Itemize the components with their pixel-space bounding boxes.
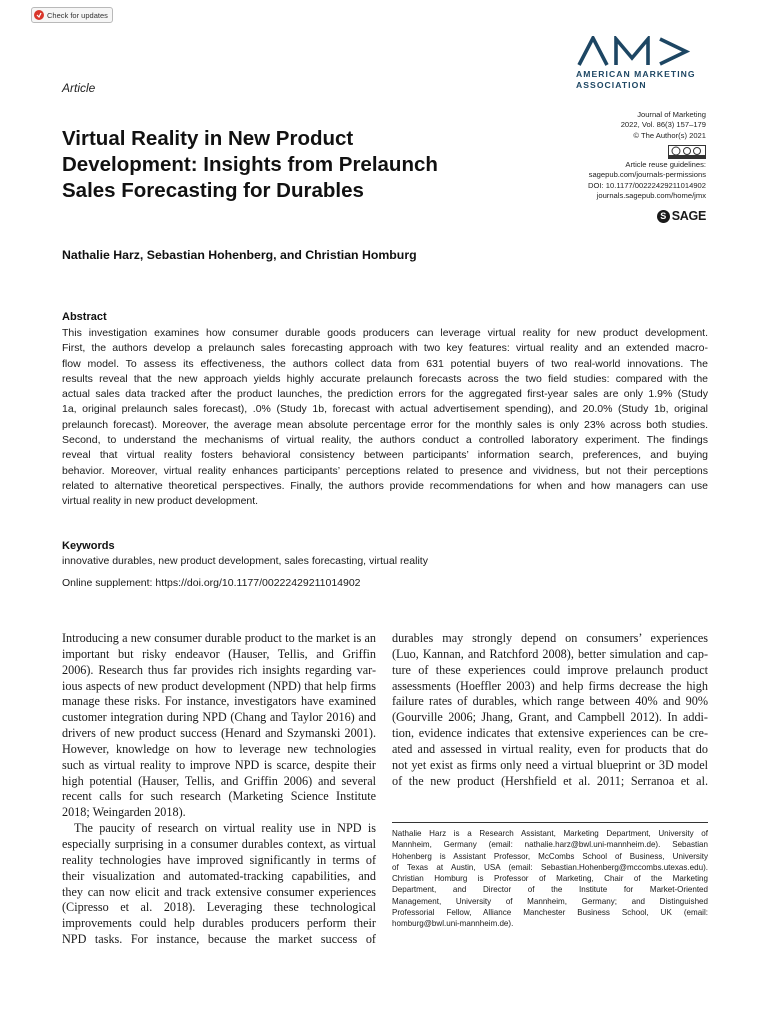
journal-home-link[interactable]: journals.sagepub.com/home/jmx xyxy=(596,191,706,201)
body-line: NPD tasks. For instance, because the market success of xyxy=(62,932,376,947)
online-supplement-link[interactable]: Online supplement: https://doi.org/10.1177/00222429211014902 xyxy=(62,577,361,589)
body-line: they can now elicit and track extensive consumer experiences xyxy=(62,884,376,899)
update-icon xyxy=(34,10,44,20)
ama-logo xyxy=(576,36,708,66)
abstract-line: prelaunch forecast). Moreover, the average mean absolute percentage error for the monthly sales is only 23% across both studies. xyxy=(62,418,708,431)
footnote-line: Management, University of Mannheim, Germany; and Distinguished xyxy=(392,896,708,906)
body-line: their visualization and automated-tracking capabilities, and xyxy=(62,868,376,883)
journal-name: Journal of Marketing xyxy=(637,110,706,119)
body-line: manage these risks. For instance, investigators have examined xyxy=(62,694,376,709)
body-line: recent calls for such research (Marketing Science Institute xyxy=(62,789,376,804)
author-list: Nathalie Harz, Sebastian Hohenberg, and Christian Homburg xyxy=(62,248,417,262)
abstract-line: reveal that virtual reality fosters behavioral consistency between participants’ information search, preferences, and buying xyxy=(62,449,708,462)
sage-circle-icon: S xyxy=(657,210,670,223)
footnote-line: of Texas at Austin, USA (email: Sebastian.Hohenberg@mccombs.utexas.edu). xyxy=(392,862,708,872)
body-line: not yet exist as firms only need a virtual blueprint or 3D model xyxy=(392,757,708,772)
body-line: Introducing a new consumer durable product to the market is an xyxy=(62,631,376,645)
body-line: ture of these experiences could improve prelaunch product xyxy=(392,662,708,677)
body-line: of the new product (Hershfield et al. 2011; Serranoa et al. xyxy=(392,773,708,788)
title-line: Virtual Reality in New Product xyxy=(62,127,354,150)
footnote-divider xyxy=(392,822,708,823)
body-line: improvements could help durables producers perform their xyxy=(62,916,376,931)
doi-text[interactable]: DOI: 10.1177/00222429211014902 xyxy=(588,180,706,190)
body-line: such as virtual reality to improve NPD is scarce, despite their xyxy=(62,757,376,772)
footnote-line: Department, and Director of the Institute for Market-Oriented xyxy=(392,885,708,895)
body-line: high potential (Hauser, Tellis, and Griffin 2006) and several xyxy=(62,773,376,788)
body-line: drivers of new product success (Henard and Szymanski 2001). xyxy=(62,726,376,741)
body-line: ious aspects of new product development (NPD) that help firms xyxy=(62,678,376,693)
body-line: The paucity of research on virtual reality use in NPD is xyxy=(74,821,376,836)
abstract-line: flow model. To assess its effectiveness, the authors collect data from 631 potential buyers of two real-world innovations. The xyxy=(62,357,708,370)
journal-volume: 2022, Vol. 86(3) 157–179 xyxy=(620,120,706,130)
check-for-updates-button[interactable] xyxy=(31,7,113,23)
body-line: assessments (Hoeffler 2003) and help firms decrease the high xyxy=(392,678,708,693)
reuse-guidelines-label: Article reuse guidelines: xyxy=(625,160,706,169)
ama-name-line: ASSOCIATION xyxy=(576,80,647,90)
body-line: (Cipresso et al. 2018). Leveraging these technological xyxy=(62,900,376,915)
body-line: customer integration during NPD (Chang and Taylor 2016) and xyxy=(62,710,376,725)
journal-copyright: © The Author(s) 2021 xyxy=(633,130,706,140)
abstract-line: behavior. Moreover, virtual reality enhances participants’ perceptions related to presence and vividness, but not their perceptions xyxy=(62,464,708,477)
footnote-line: Professorial Fellow, Alliance Manchester Business School, UK (email: xyxy=(392,908,708,918)
abstract-heading: Abstract xyxy=(62,311,107,323)
body-left-column xyxy=(62,631,376,948)
body-line: especially surprising in a consumer durables context, as virtual xyxy=(62,836,376,851)
body-line: reality technologies have improved significantly in terms of xyxy=(62,852,376,867)
body-line: failure rates of durables, which range between 40% and 90% xyxy=(392,694,708,709)
abstract-line: First, the authors develop a prelaunch sales forecasting approach with two key features: virtual reality and an extended macro- xyxy=(62,342,708,355)
body-right-column xyxy=(392,631,708,789)
keywords-list: innovative durables, new product development, sales forecasting, virtual reality xyxy=(62,555,428,567)
body-line: (Gourville 2006; Jhang, Grant, and Campbell 2012). In addi- xyxy=(392,710,708,725)
body-line: important but risky endeavor (Hauser, Tellis, and Griffin xyxy=(62,646,376,661)
abstract-line: virtual reality in new product development. xyxy=(62,495,259,508)
ama-association-name xyxy=(576,69,708,91)
abstract-line: Second, to understand the mechanisms of virtual reality, the authors conduct a controlled laboratory experiment. The findings xyxy=(62,434,708,447)
reuse-info xyxy=(588,160,706,202)
footnote-line: Mannheim, Germany (email: nathalie.harz@bwl.uni-mannheim.de). Sebastian xyxy=(392,840,708,850)
sage-wordmark: SAGE xyxy=(671,209,706,223)
permissions-link[interactable]: sagepub.com/journals-permissions xyxy=(588,170,706,180)
keywords-heading: Keywords xyxy=(62,540,115,552)
body-line: However, knowledge on how to leverage new technologies xyxy=(62,741,376,756)
abstract-line: This investigation examines how consumer durable goods producers can leverage virtual reality for new product development. xyxy=(62,327,708,339)
article-title xyxy=(62,126,502,204)
title-line: Development: Insights from Prelaunch xyxy=(62,153,438,176)
footnote-line: Hohenberg is Assistant Professor, McCombs School of Business, University xyxy=(392,851,708,861)
body-line: durables may strongly depend on consumers’ experiences xyxy=(392,631,708,645)
abstract-line: 1a, original prelaunch sales forecast), .0% (Study 1b, forecast with actual advertisement spending), and 20.0% (Study 1b, original xyxy=(62,403,708,416)
title-line: Sales Forecasting for Durables xyxy=(62,179,364,202)
author-footnote xyxy=(392,828,708,930)
abstract-line: actual sales data tracked after the product launches, the prediction errors for the aggregated first-year sales are only 1.9% (Study xyxy=(62,388,708,401)
footnote-line: Nathalie Harz is a Research Assistant, Marketing Department, University of xyxy=(392,829,708,838)
ama-name-line: AMERICAN MARKETING xyxy=(576,69,696,79)
article-type-label: Article xyxy=(62,81,96,95)
body-line: 2018; Weingarden 2018). xyxy=(62,805,186,820)
body-line: tion, evidence indicates that extensive experiences can be cre- xyxy=(392,726,708,741)
footnote-line: Christian Homburg is Professor of Marketing, Chair of the Marketing xyxy=(392,874,708,884)
cc-license-icon xyxy=(668,145,706,159)
journal-info xyxy=(621,110,706,141)
body-line: 2006). Research thus far provides rich insights regarding var- xyxy=(62,662,376,677)
abstract-body xyxy=(62,326,708,510)
check-for-updates-label: Check for updates xyxy=(47,10,108,20)
body-line: (Luo, Kannan, and Ratchford 2008), better simulation and cap- xyxy=(392,646,708,661)
abstract-line: related to alternative theoretical perspectives. Finally, the authors provide recommendations for when and how managers can use xyxy=(62,479,708,492)
footnote-line: homburg@bwl.uni-mannheim.de). xyxy=(392,919,514,929)
body-line: ated and assessed in virtual reality, even for products that do xyxy=(392,741,708,756)
sage-logo xyxy=(657,209,706,223)
abstract-line: results reveal that the new approach yields highly accurate prelaunch forecasts across the two field studies: compared with the xyxy=(62,372,708,385)
